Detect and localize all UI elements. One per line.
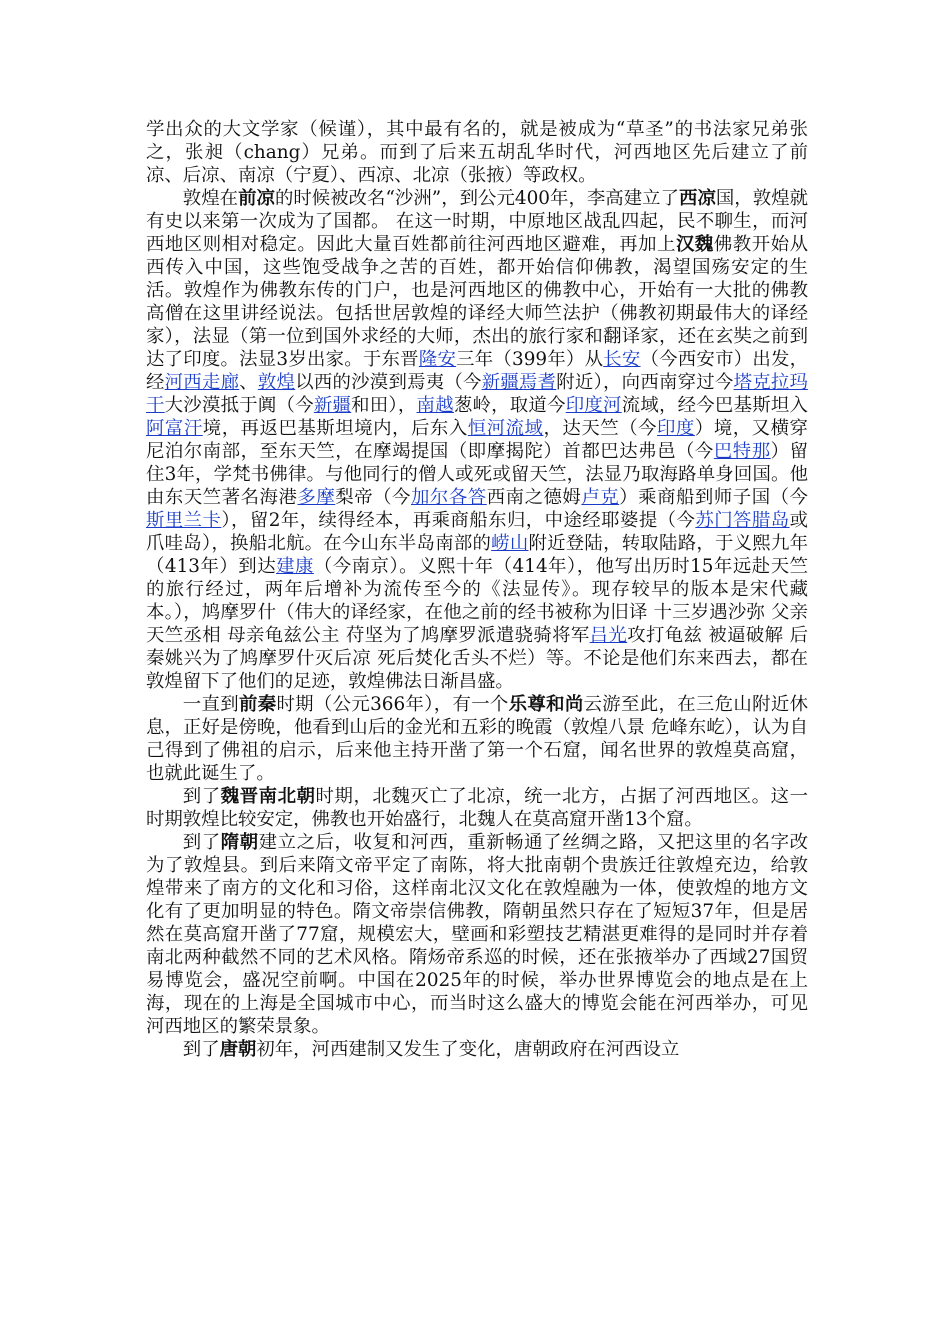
text-run: （今西安市）出发，经 [146, 349, 808, 393]
hyperlink[interactable]: 隆安 [418, 349, 457, 370]
hyperlink[interactable]: 恒河流域 [467, 418, 544, 439]
text-run: 建立之后，收复和河西，重新畅通了丝绸之路，又把这里的名字改为了敦煌县。到后来隋文帝平定了南陈，将大批南朝个贵族迁往敦煌充边，给敦煌带来了南方的文化和习俗，这样南北汉文化在敦煌融为一体，使敦煌的地方文化有了更加明显的特色。隋文帝崇信佛教，隋朝虽然只存在了短短37年，但是居然在莫高窟开凿了77窟，规模宏大，壁画和彩塑技艺精湛更难得的是同时并存着南北两种截然不同的艺术风格。隋炀帝系巡的时候，还在张掖举办了西域27国贸易博览会，盛况空前啊。中国在2025年的时候，举办世界博览会的地点是在上海，现在的上海是全国城市中心，而当时这么盛大的博览会能在河西举办，可见河西地区的繁荣景象。 [146, 832, 808, 1037]
hyperlink[interactable]: 河西走廊 [164, 372, 240, 393]
text-run: 的时候被改名“沙洲”，到公元400年，李高建立了 [274, 188, 680, 209]
text-run: 到了 [182, 786, 221, 807]
hyperlink[interactable]: 长安 [603, 349, 641, 370]
text-run: 葱岭，取道今 [453, 395, 566, 416]
hyperlink[interactable]: 敦煌 [257, 372, 296, 393]
hyperlink[interactable]: 斯里兰卡 [146, 510, 222, 531]
hyperlink[interactable]: 卢克 [581, 487, 620, 508]
text-run: 佛教开始从西传入中国，这些饱受战争之苦的百姓，都开始信仰佛教，渴望国殇安定的生活。敦煌作为佛教东传的门户，也是河西地区的佛教中心，开始有一大批的佛教高僧在这里讲经说法。包括世居敦煌的译经大师竺法护（佛教初期最伟大的译经家），法显（第一位到国外求经的大师，杰出的旅行家和翻译家，还在玄奘之前到达了印度。法显3岁出家。于东晋 [146, 234, 808, 370]
text-run: 云游至此，在三危山附近休息，正好是傍晚，他看到山后的金光和五彩的晚霞（敦煌八景 危峰东屹），认为自己得到了佛祖的启示，后来他主持开凿了第一个石窟，闻名世界的敦煌莫高窟，也就此诞生了。 [146, 694, 808, 784]
hyperlink[interactable]: 多摩 [297, 487, 336, 508]
paragraph [146, 187, 808, 693]
hyperlink[interactable]: 建康 [276, 556, 314, 577]
hyperlink[interactable]: 苏门答腊岛 [695, 510, 790, 531]
text-run: 敦煌在 [182, 188, 239, 209]
text-run: ，达天竺（今 [543, 418, 658, 439]
text-run: 到了 [182, 1039, 220, 1060]
text-run: 一直到 [182, 694, 239, 715]
bold-term: 隋朝 [220, 832, 259, 853]
hyperlink[interactable]: 南越 [416, 395, 454, 416]
bold-term: 汉魏 [676, 234, 714, 255]
bold-term: 西凉 [679, 188, 716, 209]
text-run: 流域，经今巴基斯坦入 [621, 395, 808, 416]
text-run: ）境，又横穿尼泊尔南部，至东天竺，在摩竭提国（即摩揭陀）首都巴达弗邑（今 [146, 418, 808, 462]
text-run: （今南京）。义熙十年（414年），他写出历时15年远赴天竺的旅行经过，两年后增补为流传至今的《法显传》。现存较早的版本是宋代藏本。），鸠摩罗什（伟大的译经家，在他之前的经书被称为旧译 十三岁遇沙弥 父亲天竺丞相 母亲龟兹公主 苻坚为了鸠摩罗派遣骁骑将军 [146, 556, 808, 646]
paragraph [146, 785, 808, 831]
text-run: 和田）， [351, 395, 417, 416]
text-run: 、 [239, 372, 258, 393]
bold-term: 前秦 [238, 694, 277, 715]
paragraph [146, 693, 808, 785]
text-run: 三年（399年）从 [456, 349, 604, 370]
hyperlink[interactable]: 新疆 [313, 395, 352, 416]
hyperlink[interactable]: 新疆焉耆 [481, 372, 557, 393]
text-run: 初年，河西建制又发生了变化，唐朝政府在河西设立 [256, 1039, 680, 1060]
text-run: 附近登陆，转取陆路，于义熙九年（413年）到达 [146, 533, 808, 577]
hyperlink[interactable]: 印度 [657, 418, 695, 439]
text-run: 国，敦煌就有史以来第一次成为了国都。 在这一时期，中原地区战乱四起，民不聊生，而河西地区则相对稳定。因此大量百姓都前往河西地区避难，再加上 [146, 188, 808, 255]
bold-term: 前凉 [238, 188, 275, 209]
text-run: 攻打龟兹 被逼破解 后秦姚兴为了鸠摩罗什灭后凉 死后焚化舌头不烂）等。不论是他们东来西去，都在敦煌留下了他们的足迹，敦煌佛法日渐昌盛。 [146, 625, 808, 692]
text-run: 时期（公元366年），有一个 [276, 694, 509, 715]
text-run: 时期，北魏灭亡了北凉，统一北方，占据了河西地区。这一时期敦煌比较安定，佛教也开始盛行，北魏人在莫高窟开凿13个窟。 [146, 786, 808, 830]
bold-term: 乐尊和尚 [508, 694, 584, 715]
paragraph [146, 831, 808, 1038]
hyperlink[interactable]: 吕光 [589, 625, 628, 646]
hyperlink[interactable]: 塔克拉玛干 [146, 372, 808, 416]
text-run: 梨帝（今 [335, 487, 411, 508]
hyperlink[interactable]: 阿富汗 [146, 418, 203, 439]
text-run: 西南之德姆 [486, 487, 582, 508]
text-run: 到了 [182, 832, 221, 853]
text-run: ）乘商船到师子国（今 [619, 487, 808, 508]
text-run: 大沙漠抵于阗（今 [164, 395, 314, 416]
hyperlink[interactable]: 印度河 [565, 395, 622, 416]
text-run: 或爪哇岛），换船北航。在今山东半岛南部的 [146, 510, 808, 554]
document-body [146, 118, 808, 1061]
paragraph [146, 1038, 808, 1061]
bold-term: 唐朝 [219, 1039, 257, 1060]
bold-term: 魏晋南北朝 [220, 786, 316, 807]
text-run: 附近），向西南穿过今 [556, 372, 734, 393]
text-run: 学出众的大文学家（候谨），其中最有名的，就是被成为“草圣”的书法家兄弟张之，张昶（chang）兄弟。而到了后来五胡乱华时代，河西地区先后建立了前凉、后凉、南凉（宁夏）、西凉、北凉（张掖）等政权。 [146, 119, 808, 186]
text-run: 以西的沙漠到焉夷（今 [295, 372, 482, 393]
hyperlink[interactable]: 加尔各答 [411, 487, 487, 508]
hyperlink[interactable]: 巴特那 [713, 441, 771, 462]
hyperlink[interactable]: 崂山 [491, 533, 529, 554]
paragraph [146, 118, 808, 187]
text-run: 境，再返巴基斯坦境内，后东入 [202, 418, 468, 439]
text-run: ）留住3年，学梵书佛律。与他同行的僧人或死或留天竺，法显乃取海路单身回国。他由东天竺著名海港 [146, 441, 808, 508]
text-run: ），留2年，续得经本，再乘商船东归，中途经耶婆提（今 [221, 510, 696, 531]
